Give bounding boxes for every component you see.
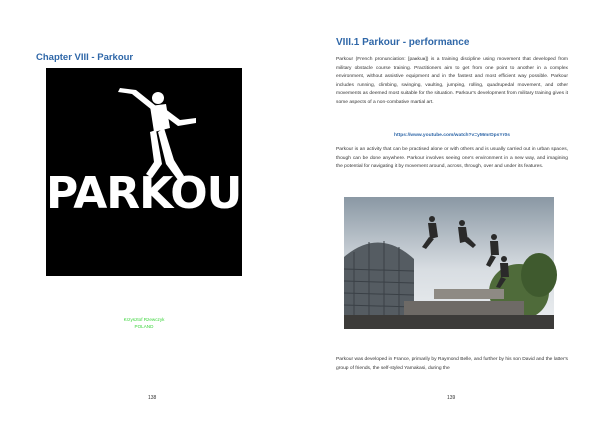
cover-country: POLAND — [134, 324, 154, 330]
parkour-photo — [344, 197, 554, 329]
book-cover-image — [46, 68, 275, 330]
right-page — [300, 0, 600, 424]
page-number-right: 139 — [447, 395, 456, 401]
chapter-title: Chapter VIII - Parkour — [36, 52, 134, 63]
paragraph-activity: Parkour is an activity that can be practised alone or with others and is usually carried out in urban spaces, though can be done anywhere. Parkour involves seeing one's environment in a new way, and imagining the potential for navigating it by movement around, across, through, over and under its features. — [336, 147, 568, 170]
cover-author-block — [46, 316, 242, 331]
page-number-left: 138 — [148, 395, 157, 401]
cover-author: Krzysztof Rzewczyk — [123, 317, 165, 322]
video-link[interactable]: https://www.youtube.com/watch?v=yMmrDpsYr0s — [394, 133, 510, 138]
paragraph-intro: Parkour (French pronunciation: [paʁkuʁ]) is a training discipline using movement that developed from military obstacle course training. Practitioners aim to get from one point to another in a complex environment, without assistive equipment and in the fastest and most efficient way possible. Parkour includes running, climbing, swinging, vaulting, jumping, rolling, quadrupedal movement, and other movements as deemed most suitable for the situation. Parkour's development from military training gives it some aspects of a non-combative martial art. — [336, 57, 568, 105]
cover-title: PARKOUR — [46, 168, 275, 219]
section-title: VIII.1 Parkour - performance — [336, 37, 470, 48]
paragraph-history: Parkour was developed in France, primarily by Raymond Belle, and further by his son David and the latter's group of friends, the self-styled Yamakasi, during the — [336, 357, 568, 371]
